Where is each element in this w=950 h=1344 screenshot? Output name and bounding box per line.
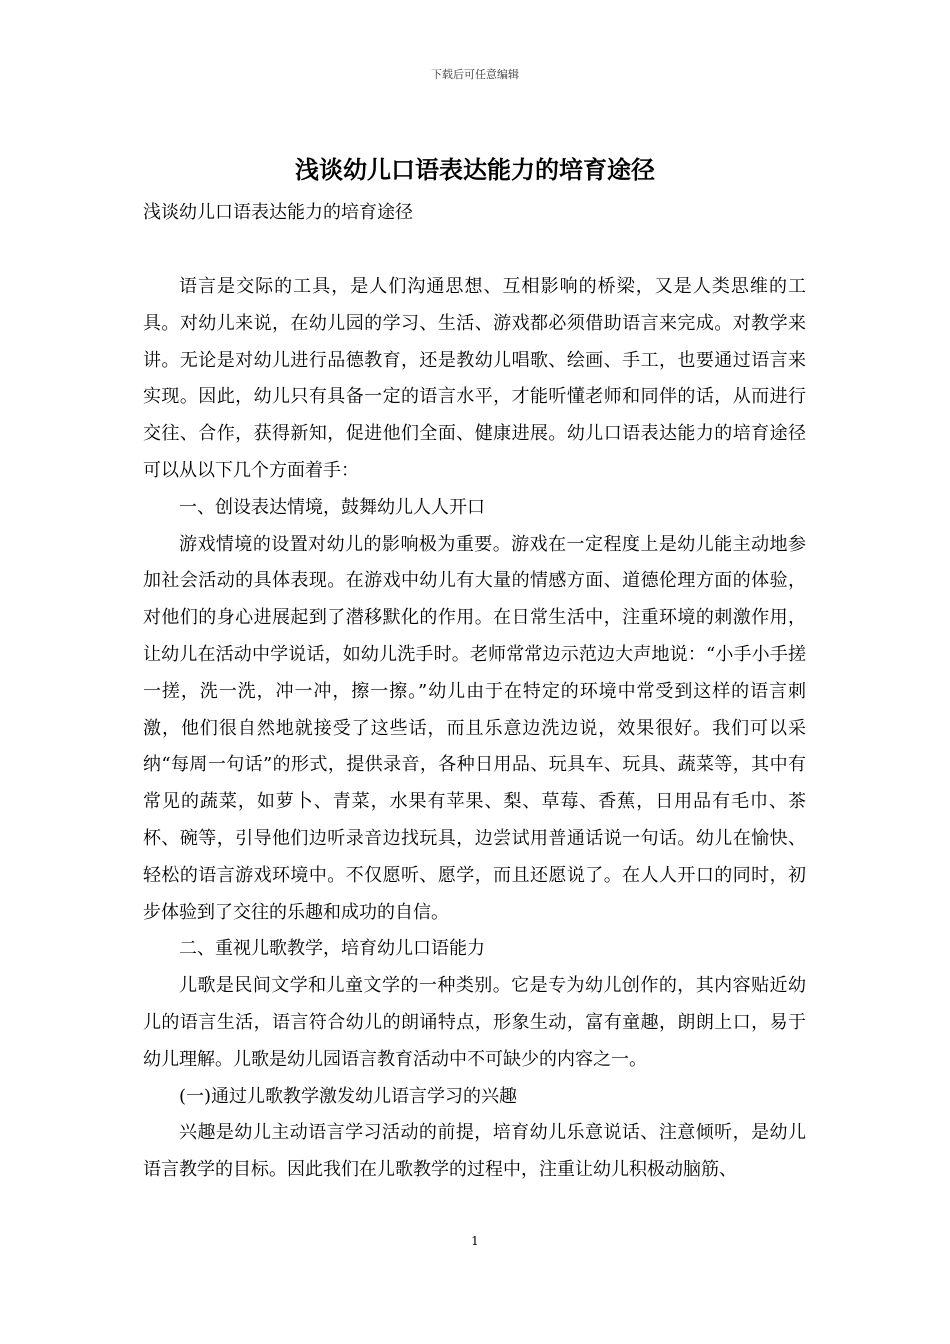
document-subtitle: 浅谈幼儿口语表达能力的培育途径 (143, 202, 413, 223)
section-heading-2: 二、重视儿歌教学，培育幼儿口语能力 (179, 938, 485, 960)
paragraph-intro: 语言是交际的工具，是人们沟通思想、互相影响的桥梁，又是人类思维的工具。对幼儿来说，在幼儿园的学习、生活、游戏都必须借助语言来完成。对教学来讲。无论是对幼儿进行品德教育，还是教幼儿唱歌、绘画、手工，也要通过语言来实现。因此，幼儿只有具备一定的语言水平，才能听懂老师和同伴的话，从而进行交往、合作，获得新知，促进他们全面、健康进展。幼儿口语表达能力的培育途径可以从以下几个方面着手： (143, 276, 806, 481)
subsection-heading-1: (一)通过儿歌教学激发幼儿语言学习的兴趣 (179, 1085, 518, 1107)
paragraph-game-situation: 游戏情境的设置对幼儿的影响极为重要。游戏在一定程度上是幼儿能主动地参加社会活动的具体表现。在游戏中幼儿有大量的情感方面、道德伦理方面的体验，对他们的身心进展起到了潜移默化的作用。在日常生活中，注重环境的刺激作用，让幼儿在活动中学说话，如幼儿洗手时。老师常常边示范边大声地说：“小手小手搓一搓，洗一洗，冲一冲，擦一擦。”幼儿由于在特定的环境中常受到这样的语言刺激，他们很自然地就接受了这些话，而且乐意边洗边说，效果很好。我们可以采纳“每周一句话”的形式，提供录音，各种日用品、玩具车、玩具、蔬菜等，其中有常见的蔬菜，如萝卜、青菜，水果有苹果、梨、草莓、香蕉，日用品有毛巾、茶杯、碗等，引导他们边听录音边找玩具，边尝试用普通话说一句话。幼儿在愉快、轻松的语言游戏环境中。不仅愿听、愿学，而且还愿说了。在人人开口的同时，初步体验到了交往的乐趣和成功的自信。 (143, 533, 806, 923)
section-heading-1: 一、创设表达情境，鼓舞幼儿人人开口 (179, 496, 485, 518)
page-header-note: 下载后可任意编辑 (431, 68, 519, 81)
paragraph-nursery-rhymes: 儿歌是民间文学和儿童文学的一种类别。它是专为幼儿创作的，其内容贴近幼儿的语言生活，语言符合幼儿的朗诵特点，形象生动，富有童趣，朗朗上口，易于幼儿理解。儿歌是幼儿园语言教育活动中不可缺少的内容之一。 (143, 975, 806, 1070)
document-title: 浅谈幼儿口语表达能力的培育途径 (295, 155, 655, 184)
document-body (143, 269, 806, 1189)
paragraph-interest: 兴趣是幼儿主动语言学习活动的前提，培育幼儿乐意说话、注意倾听，是幼儿语言教学的目标。因此我们在儿歌教学的过程中，注重让幼儿积极动脑筋、 (143, 1122, 806, 1181)
page-number: 1 (471, 1234, 479, 1248)
